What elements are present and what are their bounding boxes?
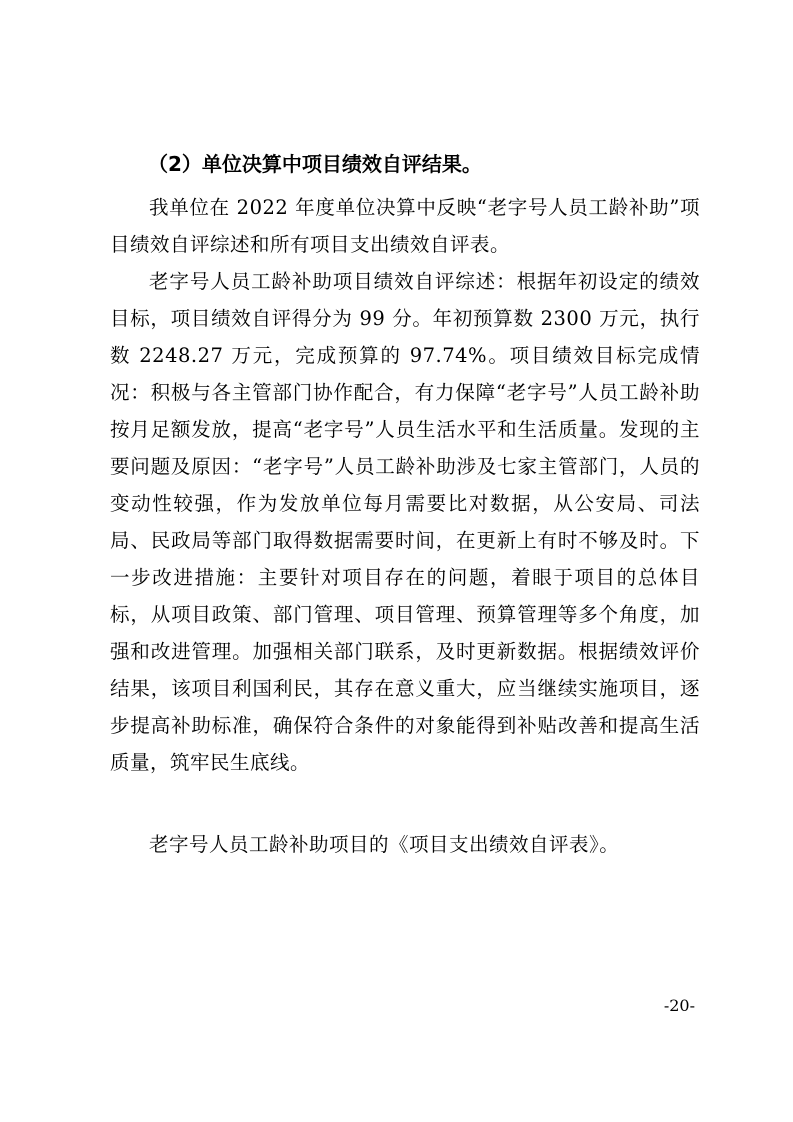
section-heading: （2）单位决算中项目绩效自评结果。: [148, 152, 482, 176]
paragraph-table-reference: 老字号人员工龄补助项目的《项目支出绩效自评表》。: [149, 833, 620, 856]
page-number: -20-: [663, 996, 695, 1015]
paragraph-intro: 我单位在 2022 年度单位决算中反映“老字号人员工龄补助”项目绩效自评综述和所有项目支出绩效自评表。: [110, 196, 700, 256]
paragraph-summary: 老字号人员工龄补助项目绩效自评综述：根据年初设定的绩效目标，项目绩效自评得分为 99 分。年初预算数 2300 万元，执行数 2248.27 万元，完成预算的 97.74%。项目绩效目标完成情况：积极与各主管部门协作配合，有力保障“老字号”人员工龄补助按月足额发放，提高“老字号”人员生活水平和生活质量。发现的主要问题及原因：“老字号”人员工龄补助涉及七家主管部门，人员的变动性较强，作为发放单位每月需要比对数据，从公安局、司法局、民政局等部门取得数据需要时间，在更新上有时不够及时。下一步改进措施：主要针对项目存在的问题，着眼于项目的总体目标，从项目政策、部门管理、项目管理、预算管理等多个角度，加强和改进管理。加强相关部门联系，及时更新数据。根据绩效评价结果，该项目利国利民，其存在意义重大，应当继续实施项目，逐步提高补助标准，确保符合条件的对象能得到补贴改善和提高生活质量，筑牢民生底线。: [110, 270, 700, 774]
